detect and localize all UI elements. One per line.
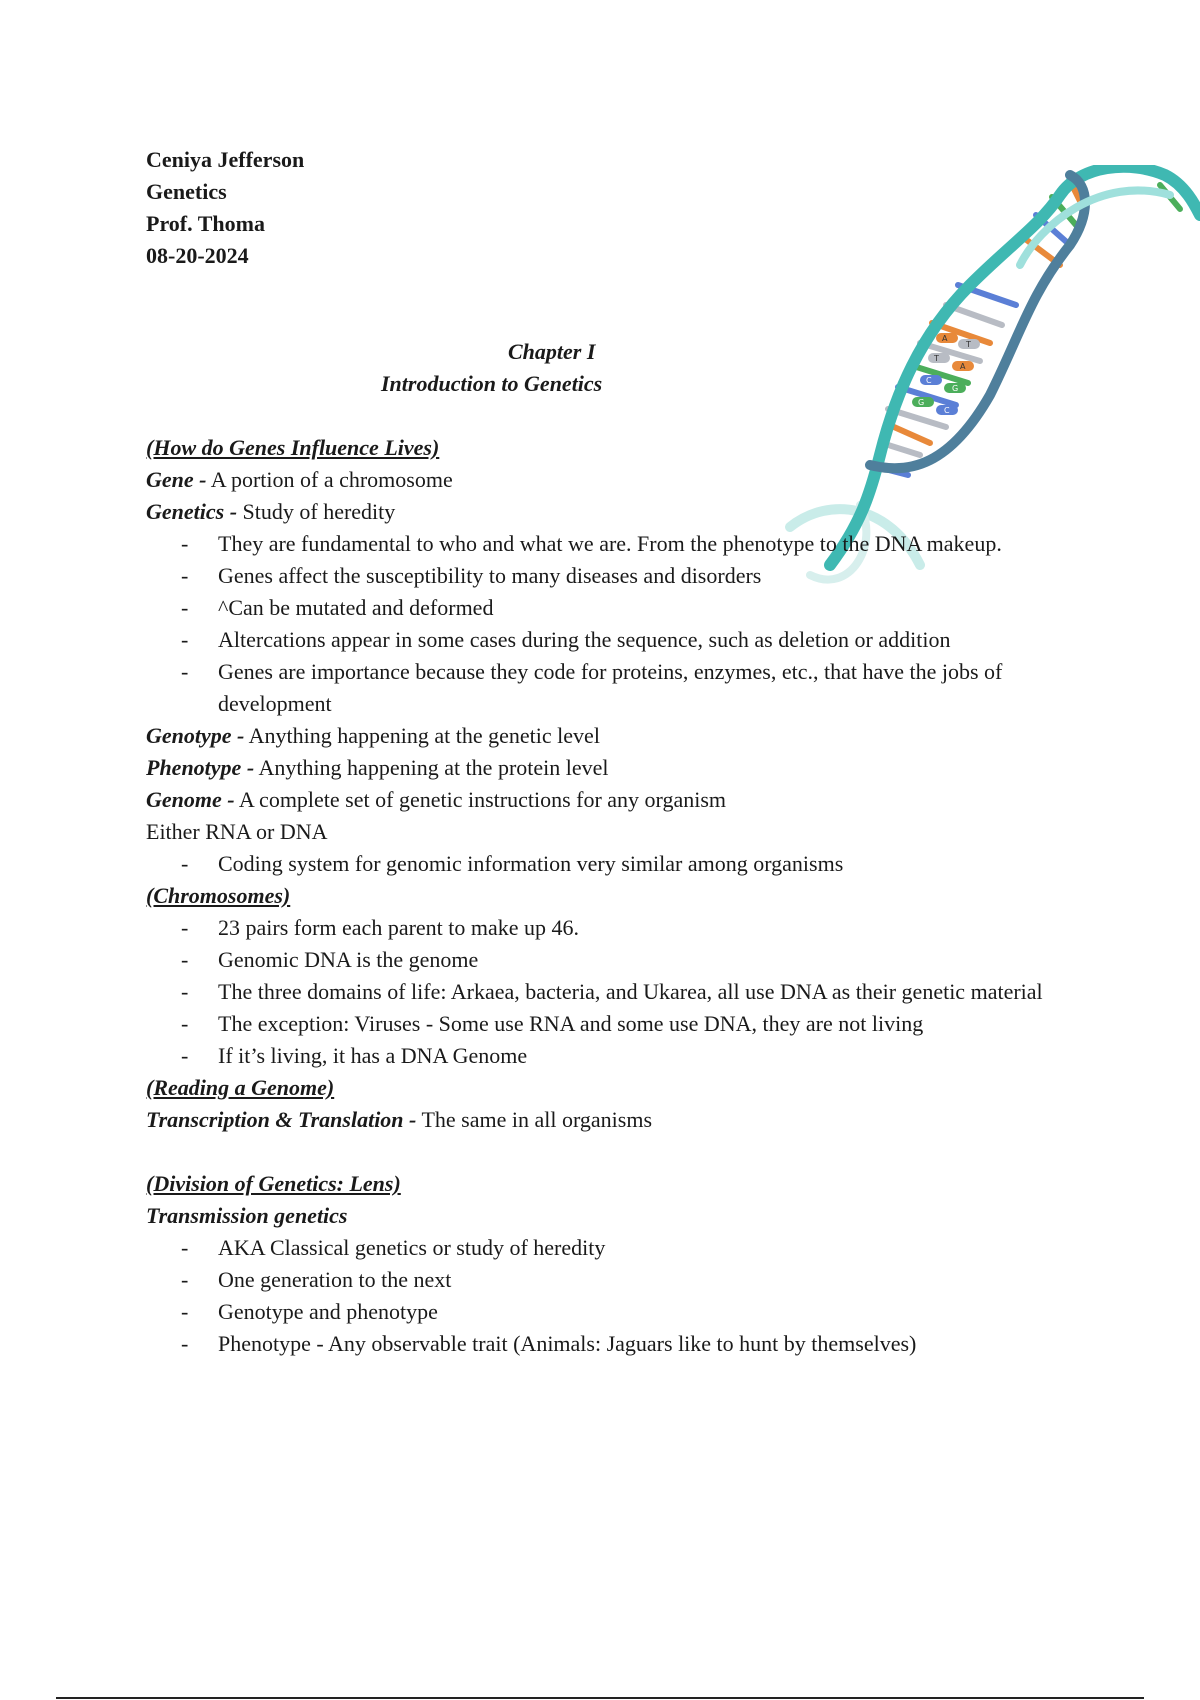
bullet-item: [146, 528, 1106, 560]
bullet-item: [146, 1296, 1106, 1328]
bullet-dash: -: [181, 563, 189, 588]
bullet-item: [146, 848, 1106, 880]
bullet-item: [146, 976, 1106, 1008]
bullet-dash: -: [181, 979, 189, 1004]
bullet-item: [146, 1264, 1106, 1296]
bullet-text: Genomic DNA is the genome: [218, 947, 479, 972]
bullet-text: Altercations appear in some cases during the sequence, such as deletion or addition: [218, 627, 951, 652]
definition-phenotype: [146, 752, 1106, 784]
section-heading: (Division of Genetics: Lens): [146, 1171, 401, 1196]
section-heading-division: [146, 1168, 1106, 1200]
term: Transmission genetics: [146, 1203, 348, 1228]
bullet-dash: -: [181, 627, 189, 652]
section-heading-chromosomes: [146, 880, 1106, 912]
section-heading-reading-genome: [146, 1072, 1106, 1104]
notes-body: [146, 432, 1106, 1360]
bullet-item: [146, 1008, 1106, 1040]
bullet-text: The exception: Viruses - Some use RNA and some use DNA, they are not living: [218, 1011, 924, 1036]
bullet-text: Phenotype - Any observable trait (Animals: Jaguars like to hunt by themselves): [218, 1331, 917, 1356]
section-heading: (Chromosomes): [146, 883, 291, 908]
bullet-item: [146, 912, 1106, 944]
bullet-dash: -: [181, 659, 189, 684]
bullet-dash: -: [181, 851, 189, 876]
document-header: [146, 144, 304, 272]
bullet-text: Genes are importance because they code for proteins, enzymes, etc., that have the jobs of development: [218, 659, 1003, 716]
professor-name: Prof. Thoma: [146, 211, 265, 236]
term: Genome -: [146, 787, 235, 812]
bullet-dash: -: [181, 1235, 189, 1260]
definition: Anything happening at the genetic level: [244, 723, 600, 748]
base-letter: G: [918, 398, 925, 407]
term: Phenotype -: [146, 755, 255, 780]
term: Genotype -: [146, 723, 245, 748]
bullet-dash: -: [181, 1043, 189, 1068]
term: Genetics -: [146, 499, 238, 524]
definition: Study of heredity: [237, 499, 396, 524]
section-heading: (Reading a Genome): [146, 1075, 335, 1100]
course-name: Genetics: [146, 179, 227, 204]
bullet-item: [146, 560, 1106, 592]
bullet-dash: -: [181, 1331, 189, 1356]
base-letter: T: [966, 340, 971, 349]
bullet-text: They are fundamental to who and what we are. From the phenotype to the DNA makeup.: [218, 531, 1002, 556]
page-bottom-rule: [56, 1697, 1144, 1699]
bullet-text: If it’s living, it has a DNA Genome: [218, 1043, 528, 1068]
plain-text-line: Either RNA or DNA: [146, 819, 328, 844]
bullet-dash: -: [181, 915, 189, 940]
spacer: [146, 1136, 1106, 1168]
bullet-dash: -: [181, 1011, 189, 1036]
bullet-text: ^Can be mutated and deformed: [218, 595, 494, 620]
term: Transcription & Translation -: [146, 1107, 417, 1132]
bullet-dash: -: [181, 595, 189, 620]
bullet-text: The three domains of life: Arkaea, bacteria, and Ukarea, all use DNA as their genetic material: [218, 979, 1043, 1004]
base-letter: C: [926, 376, 932, 385]
bullet-dash: -: [181, 947, 189, 972]
bullet-dash: -: [181, 531, 189, 556]
bullet-item: [146, 1040, 1106, 1072]
base-letter: C: [944, 406, 950, 415]
definition: A portion of a chromosome: [206, 467, 453, 492]
author-name: Ceniya Jefferson: [146, 147, 305, 172]
bullet-text: Genes affect the susceptibility to many diseases and disorders: [218, 563, 762, 588]
definition: The same in all organisms: [416, 1107, 653, 1132]
bullet-item: [146, 1328, 1106, 1360]
base-letter: G: [952, 384, 959, 393]
chapter-title: Introduction to Genetics: [381, 371, 603, 396]
section-heading-genes: [146, 432, 1106, 464]
bullet-text: One generation to the next: [218, 1267, 452, 1292]
base-letter: A: [960, 362, 966, 371]
bullet-text: Coding system for genomic information very similar among organisms: [218, 851, 844, 876]
bullet-text: Genotype and phenotype: [218, 1299, 438, 1324]
definition-genome: [146, 784, 1106, 816]
bullet-item: [146, 624, 1106, 656]
term: Gene -: [146, 467, 207, 492]
bullet-dash: -: [181, 1299, 189, 1324]
definition-genetics: [146, 496, 1106, 528]
chapter-number: Chapter I: [508, 339, 596, 364]
bullet-text: AKA Classical genetics or study of heredity: [218, 1235, 606, 1260]
definition: A complete set of genetic instructions for any organism: [234, 787, 727, 812]
document-date: 08-20-2024: [146, 243, 249, 268]
bullet-item: [146, 944, 1106, 976]
section-heading: (How do Genes Influence Lives): [146, 435, 440, 460]
definition-gene: [146, 464, 1106, 496]
bullet-item: [146, 656, 1106, 720]
subheading-transmission: [146, 1200, 1106, 1232]
bullet-item: [146, 592, 1106, 624]
bullet-dash: -: [181, 1267, 189, 1292]
definition-transcription: [146, 1104, 1106, 1136]
definition-genotype: [146, 720, 1106, 752]
base-capsule: [928, 353, 950, 363]
base-letter: A: [942, 334, 948, 343]
base-letter: T: [934, 354, 939, 363]
definition: Anything happening at the protein level: [254, 755, 609, 780]
bullet-item: [146, 1232, 1106, 1264]
bullet-text: 23 pairs form each parent to make up 46.: [218, 915, 580, 940]
